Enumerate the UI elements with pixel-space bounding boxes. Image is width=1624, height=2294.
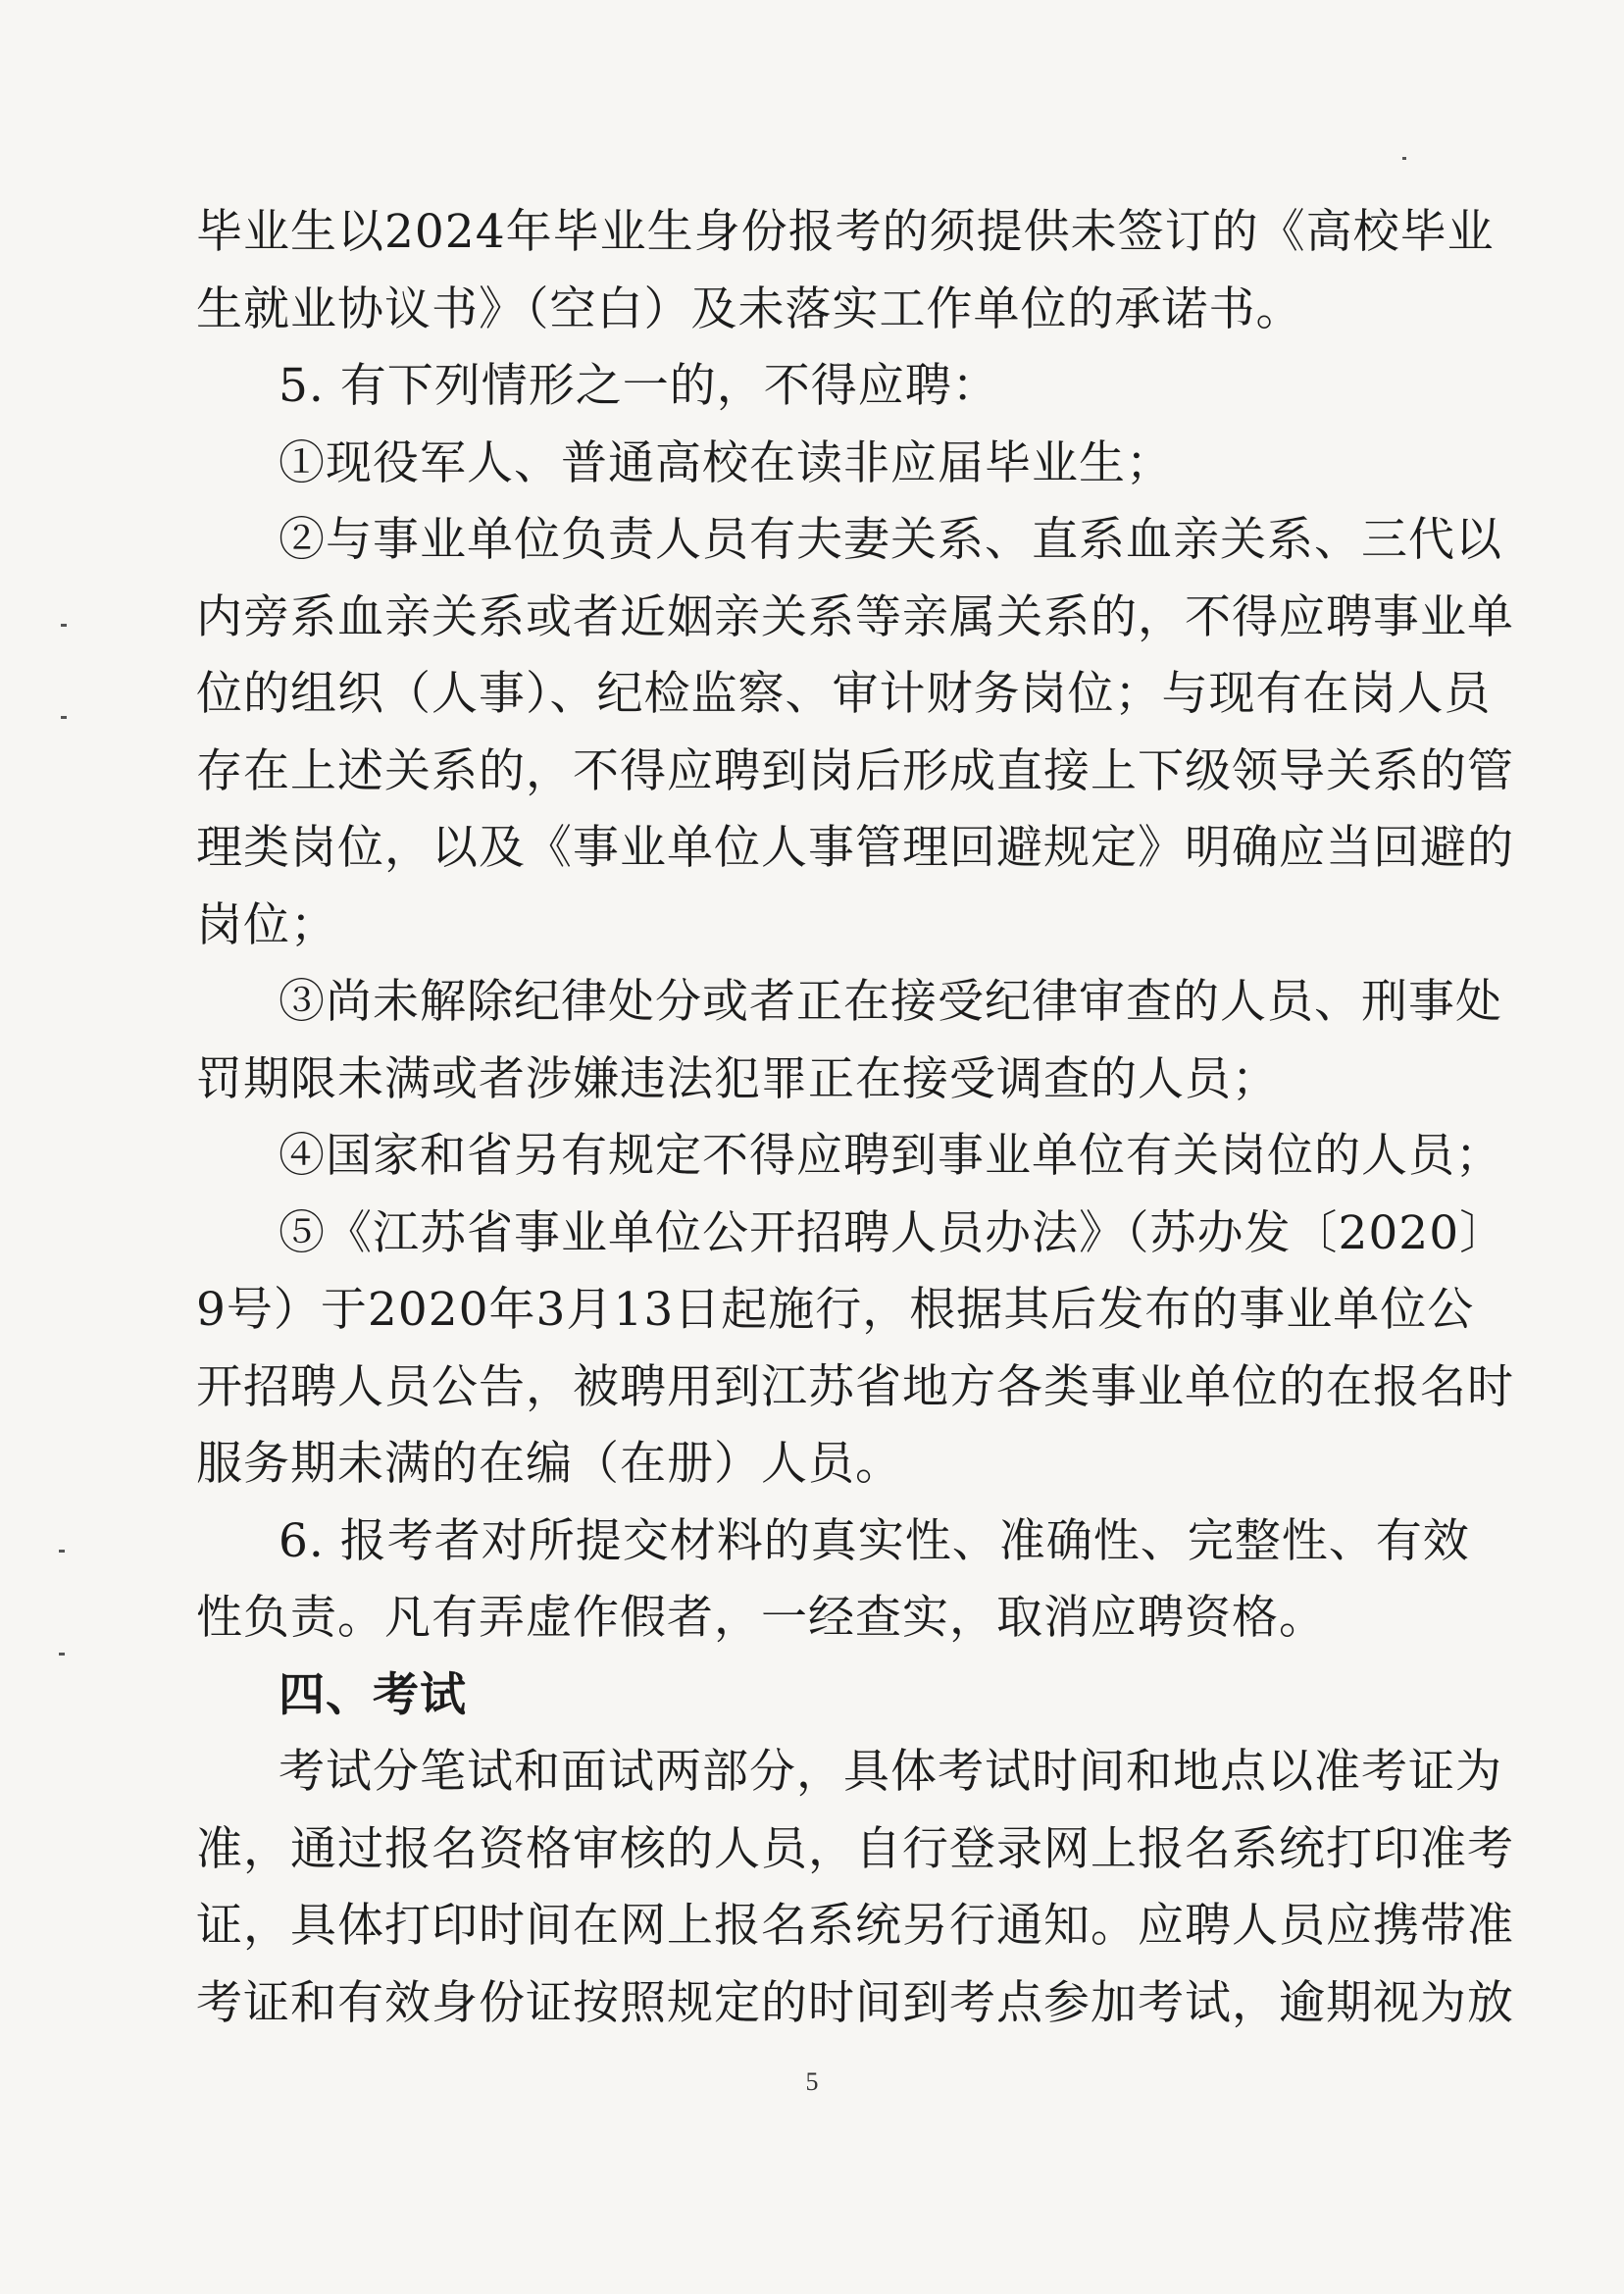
- text-line: 9号）于2020年3月13日起施行，根据其后发布的事业单位公: [196, 1283, 1475, 1337]
- page-number: 5: [805, 2067, 819, 2096]
- section-heading: 四、考试: [279, 1667, 467, 1722]
- text-line: ①现役军人、普通高校在读非应届毕业生；: [279, 435, 1173, 490]
- scan-mark: [59, 1653, 65, 1656]
- text-line: 准，通过报名资格审核的人员，自行登录网上报名系统打印准考: [196, 1821, 1514, 1876]
- scan-mark: [1402, 157, 1406, 160]
- text-line: 理类岗位，以及《事业单位人事管理回避规定》明确应当回避的: [196, 821, 1514, 875]
- text-line: ⑤《江苏省事业单位公开招聘人员办法》（苏办发〔2020〕: [279, 1205, 1507, 1260]
- text-line: 毕业生以2024年毕业生身份报考的须提供未签订的《高校毕业: [196, 205, 1495, 259]
- text-line: 生就业协议书》（空白）及未落实工作单位的承诺书。: [196, 281, 1303, 336]
- text-line: 内旁系血亲关系或者近姻亲关系等亲属关系的，不得应聘事业单: [196, 589, 1514, 644]
- text-line: 性负责。凡有弄虚作假者，一经查实，取消应聘资格。: [196, 1591, 1326, 1645]
- text-line: 开招聘人员公告，被聘用到江苏省地方各类事业单位的在报名时: [196, 1359, 1514, 1414]
- scan-mark: [59, 1550, 65, 1553]
- text-line: 服务期未满的在编（在册）人员。: [196, 1437, 902, 1491]
- scan-mark: [61, 624, 67, 627]
- text-line: 罚期限未满或者涉嫌违法犯罪正在接受调查的人员；: [196, 1051, 1279, 1106]
- text-line: ②与事业单位负责人员有夫妻关系、直系血亲关系、三代以: [279, 513, 1502, 567]
- text-line: 考证和有效身份证按照规定的时间到考点参加考试，逾期视为放: [196, 1975, 1514, 2030]
- text-line: 存在上述关系的，不得应聘到岗后形成直接上下级领导关系的管: [196, 743, 1514, 798]
- text-line: 证，具体打印时间在网上报名系统另行通知。应聘人员应携带准: [196, 1899, 1514, 1953]
- text-line: ④国家和省另有规定不得应聘到事业单位有关岗位的人员；: [279, 1129, 1502, 1183]
- text-line: 6. 报考者对所提交材料的真实性、准确性、完整性、有效: [279, 1513, 1470, 1568]
- text-line: 考试分笔试和面试两部分，具体考试时间和地点以准考证为: [279, 1745, 1502, 1799]
- text-line: 5. 有下列情形之一的，不得应聘：: [279, 359, 999, 413]
- text-line: 岗位；: [196, 897, 337, 952]
- scan-mark: [61, 716, 67, 719]
- text-line: 位的组织（人事）、纪检监察、审计财务岗位；与现有在岗人员: [196, 667, 1492, 721]
- text-line: ③尚未解除纪律处分或者正在接受纪律审查的人员、刑事处: [279, 975, 1502, 1029]
- body-text: [196, 194, 1514, 2042]
